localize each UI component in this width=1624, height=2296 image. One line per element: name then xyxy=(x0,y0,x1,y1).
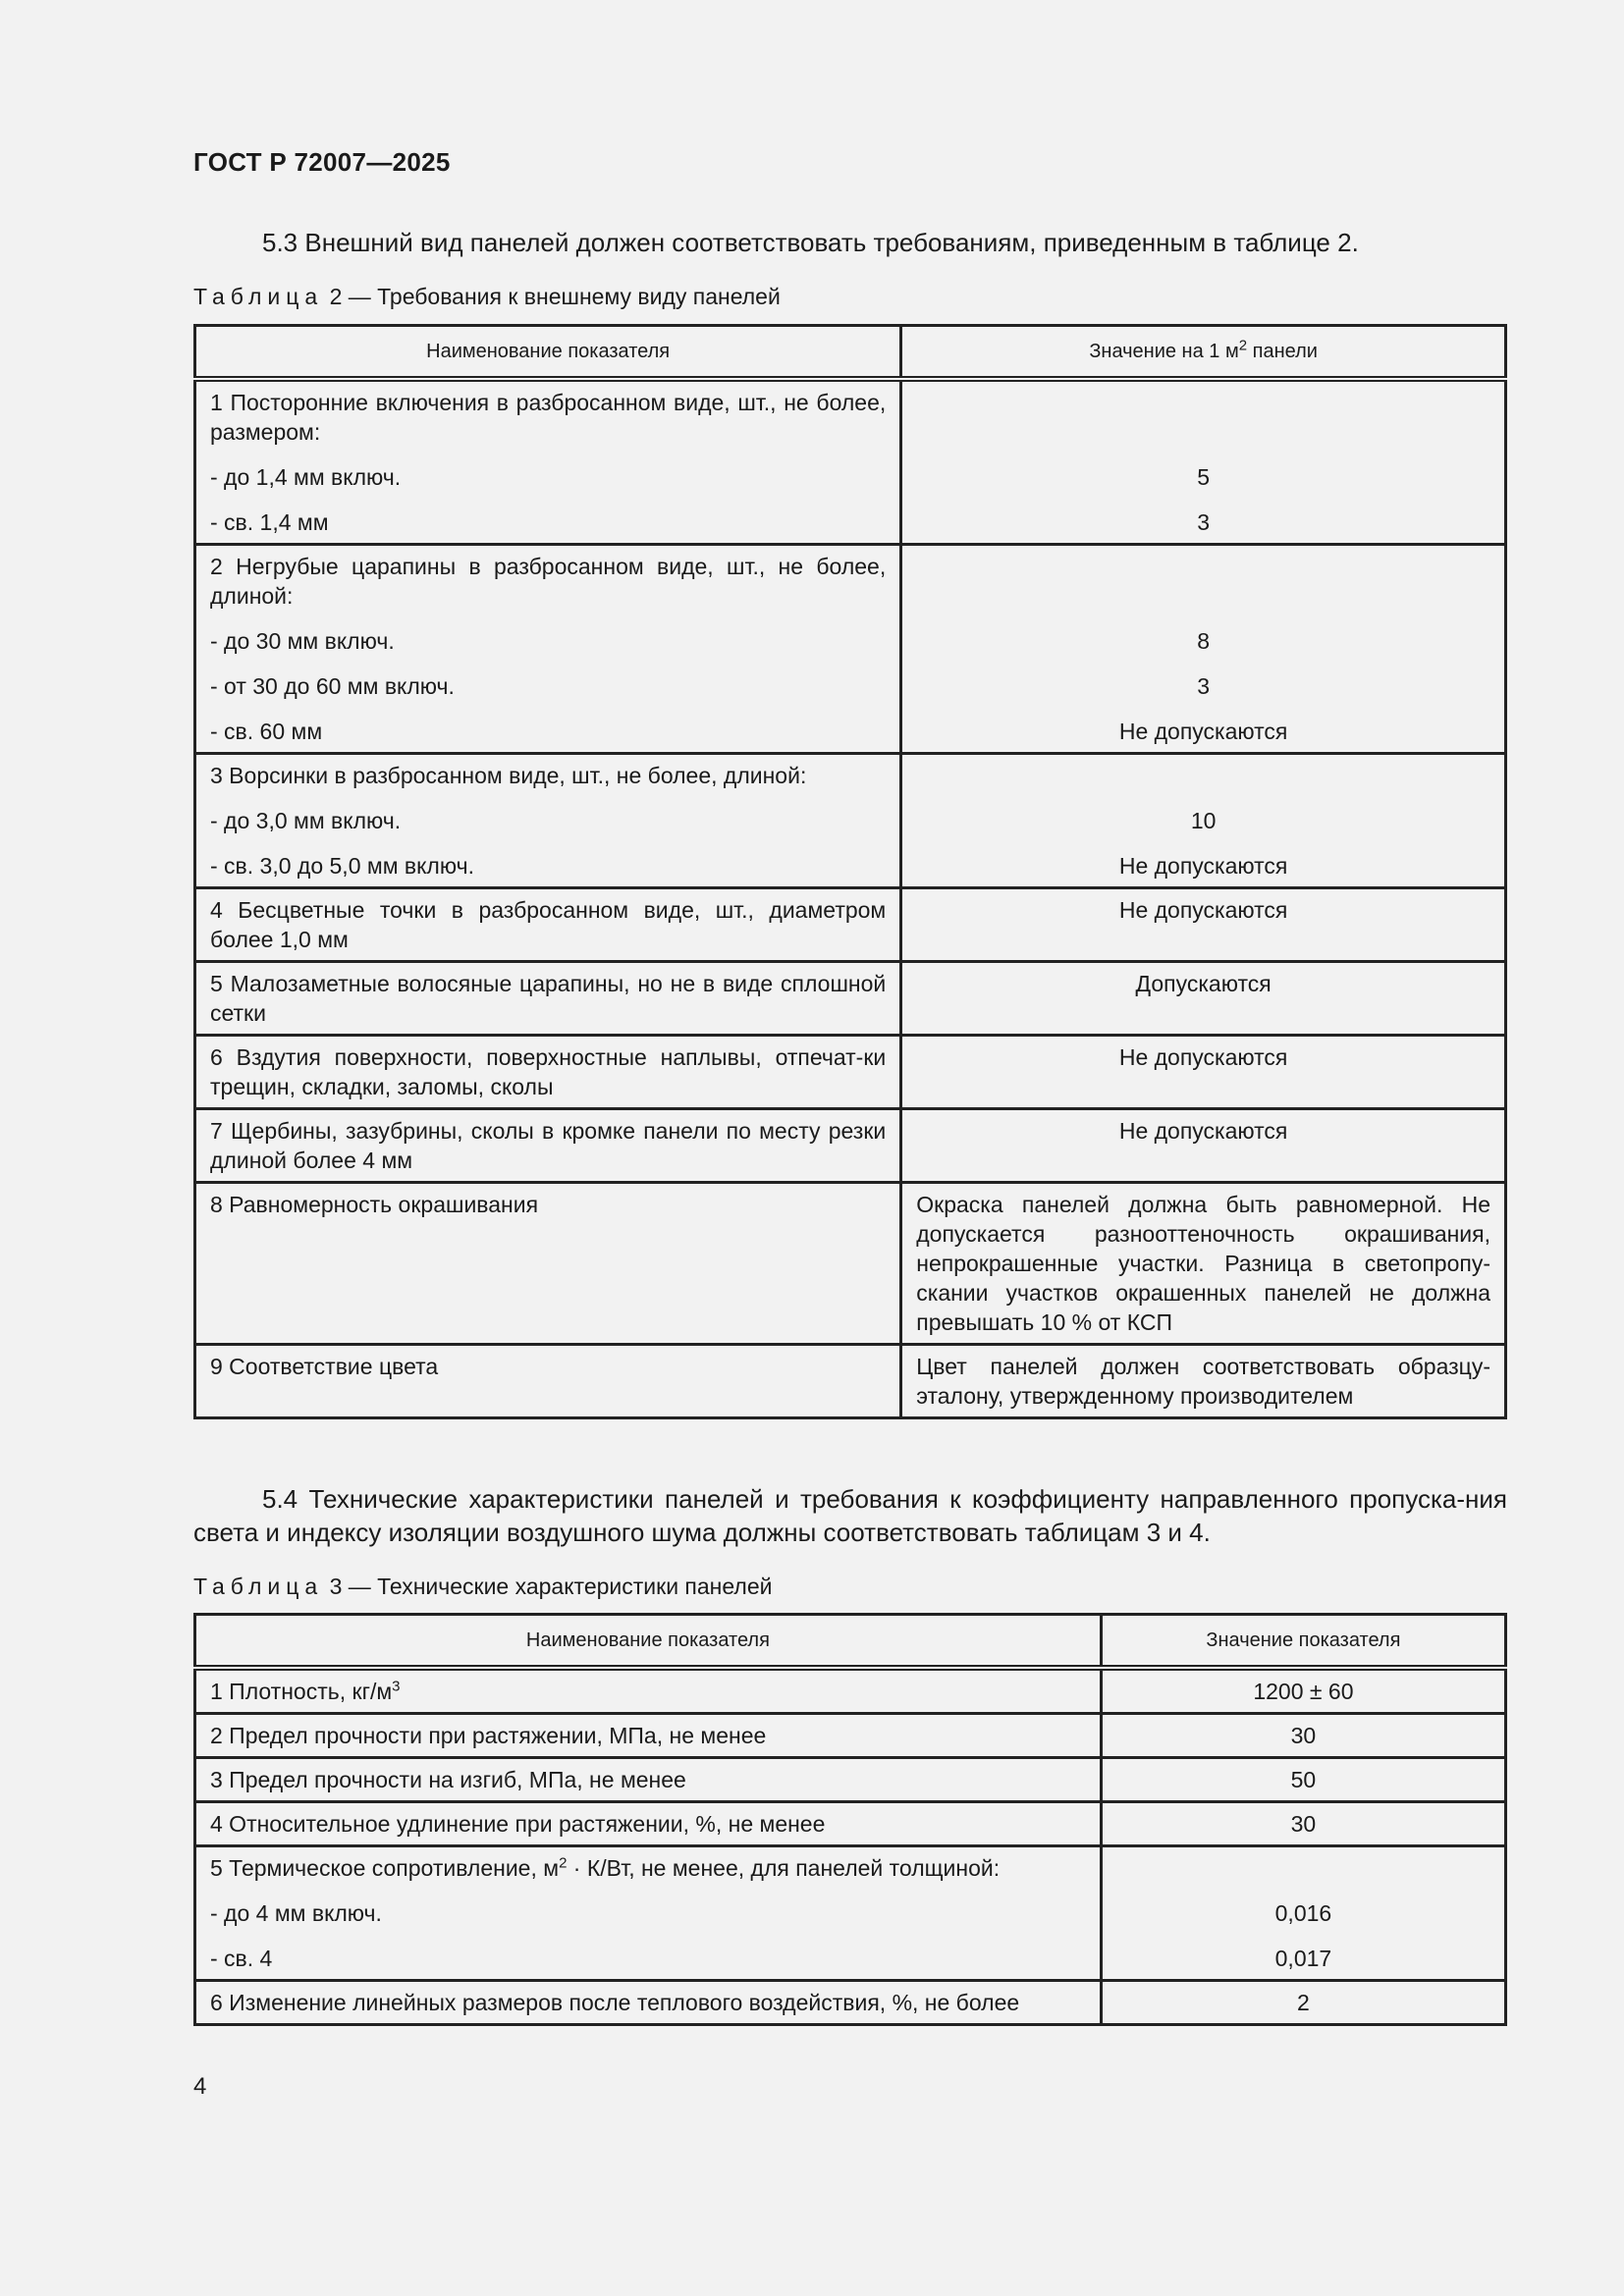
row6-name: 6 Вздутия поверхности, поверхностные наплывы, отпечат-ки трещин, складки, заломы, сколы xyxy=(195,1036,901,1109)
t3-row3-value: 50 xyxy=(1101,1758,1505,1802)
table-row xyxy=(195,545,1506,754)
row7-name: 7 Щербины, зазубрины, сколы в кромке панели по месту резки длиной более 4 мм xyxy=(195,1109,901,1183)
row6-value: Не допускаются xyxy=(901,1036,1506,1109)
t3-row6-name: 6 Изменение линейных размеров после теплового воздействия, %, не более xyxy=(195,1981,1102,2025)
table-row xyxy=(195,379,1506,545)
table3-header-name: Наименование показателя xyxy=(195,1615,1102,1669)
paragraph-5-3: 5.3 Внешний вид панелей должен соответствовать требованиям, приведенным в таблице 2. xyxy=(262,228,1359,257)
document-code: ГОСТ Р 72007—2025 xyxy=(193,147,451,177)
row3-name: 3 Ворсинки в разбросанном виде, шт., не более, длиной: - до 3,0 мм включ. - св. 3,0 до 5,0 мм включ. xyxy=(195,754,901,888)
t3-row2-name: 2 Предел прочности при растяжении, МПа, не менее xyxy=(195,1714,1102,1758)
row1-value: 5 3 xyxy=(901,379,1506,545)
table-row xyxy=(195,1846,1506,1981)
t3-row5-name: 5 Термическое сопротивление, $м^2 \cdot К/Вт$, не менее, для панелей толщиной: - до 4 мм включ. - св. 4 xyxy=(195,1846,1102,1981)
table-row xyxy=(195,1345,1506,1418)
table-row xyxy=(195,1668,1506,1714)
t3-row3-name: 3 Предел прочности на изгиб, МПа, не менее xyxy=(195,1758,1102,1802)
t3-row4-name: 4 Относительное удлинение при растяжении, %, не менее xyxy=(195,1802,1102,1846)
table-row xyxy=(195,1758,1506,1802)
t3-row1-value: 1200 ± 60 xyxy=(1101,1668,1505,1714)
row2-value: 8 3 Не допускаются xyxy=(901,545,1506,754)
table-2 xyxy=(193,324,1507,1419)
table-row xyxy=(195,1109,1506,1183)
row3-value: 10 Не допускаются xyxy=(901,754,1506,888)
table-row xyxy=(195,1981,1506,2025)
table3-header-value: Значение показателя xyxy=(1101,1615,1505,1669)
table2-header-name: Наименование показателя xyxy=(195,326,901,380)
table3-caption-title: 3 — Технические характеристики панелей xyxy=(329,1574,773,1599)
row5-value: Допускаются xyxy=(901,962,1506,1036)
row7-value: Не допускаются xyxy=(901,1109,1506,1183)
row9-value: Цвет панелей должен соответствовать образцу-эталону, утвержденному производителем xyxy=(901,1345,1506,1418)
table2-header-value: Значение на 1 $м^2$ панели xyxy=(901,326,1506,380)
table2-caption xyxy=(193,283,781,310)
row8-value: Окраска панелей должна быть равномерной. Не допускается разнооттеночность окрашивания, непрокрашенные участки. Разница в светопропу-скании участков окрашенных панелей не должна превышать 10 % от КСП xyxy=(901,1183,1506,1345)
table-row xyxy=(195,1183,1506,1345)
row4-value: Не допускаются xyxy=(901,888,1506,962)
row4-name: 4 Бесцветные точки в разбросанном виде, шт., диаметром более 1,0 мм xyxy=(195,888,901,962)
table-row xyxy=(195,962,1506,1036)
table-row xyxy=(195,1714,1506,1758)
t3-row1-name: 1 Плотность, $кг/м^3$ xyxy=(195,1668,1102,1714)
row5-name: 5 Малозаметные волосяные царапины, но не в виде сплошной сетки xyxy=(195,962,901,1036)
table-row xyxy=(195,754,1506,888)
table3-caption xyxy=(193,1573,772,1600)
page-number: 4 xyxy=(193,2073,207,2100)
table2-caption-word: Таблица xyxy=(193,284,324,309)
t3-row5-value: 0,016 0,017 xyxy=(1101,1846,1505,1981)
t3-row6-value: 2 xyxy=(1101,1981,1505,2025)
paragraph-5-4: 5.4 Технические характеристики панелей и требования к коэффициенту направленного пропуска-ния света и индексу изоляции воздушного шума должны соответствовать таблицам 3 и 4. xyxy=(193,1484,1507,1547)
table2-caption-title: 2 — Требования к внешнему виду панелей xyxy=(329,284,781,309)
table-row xyxy=(195,1802,1506,1846)
table-row xyxy=(195,1036,1506,1109)
row2-name: 2 Негрубые царапины в разбросанном виде, шт., не более, длиной: - до 30 мм включ. - от 30 до 60 мм включ. - св. 60 мм xyxy=(195,545,901,754)
row1-name: 1 Посторонние включения в разбросанном виде, шт., не более, размером: - до 1,4 мм включ. - св. 1,4 мм xyxy=(195,379,901,545)
table-3 xyxy=(193,1613,1507,2026)
t3-row4-value: 30 xyxy=(1101,1802,1505,1846)
row9-name: 9 Соответствие цвета xyxy=(195,1345,901,1418)
t3-row2-value: 30 xyxy=(1101,1714,1505,1758)
table3-caption-word: Таблица xyxy=(193,1574,324,1599)
row8-name: 8 Равномерность окрашивания xyxy=(195,1183,901,1345)
table-row xyxy=(195,888,1506,962)
